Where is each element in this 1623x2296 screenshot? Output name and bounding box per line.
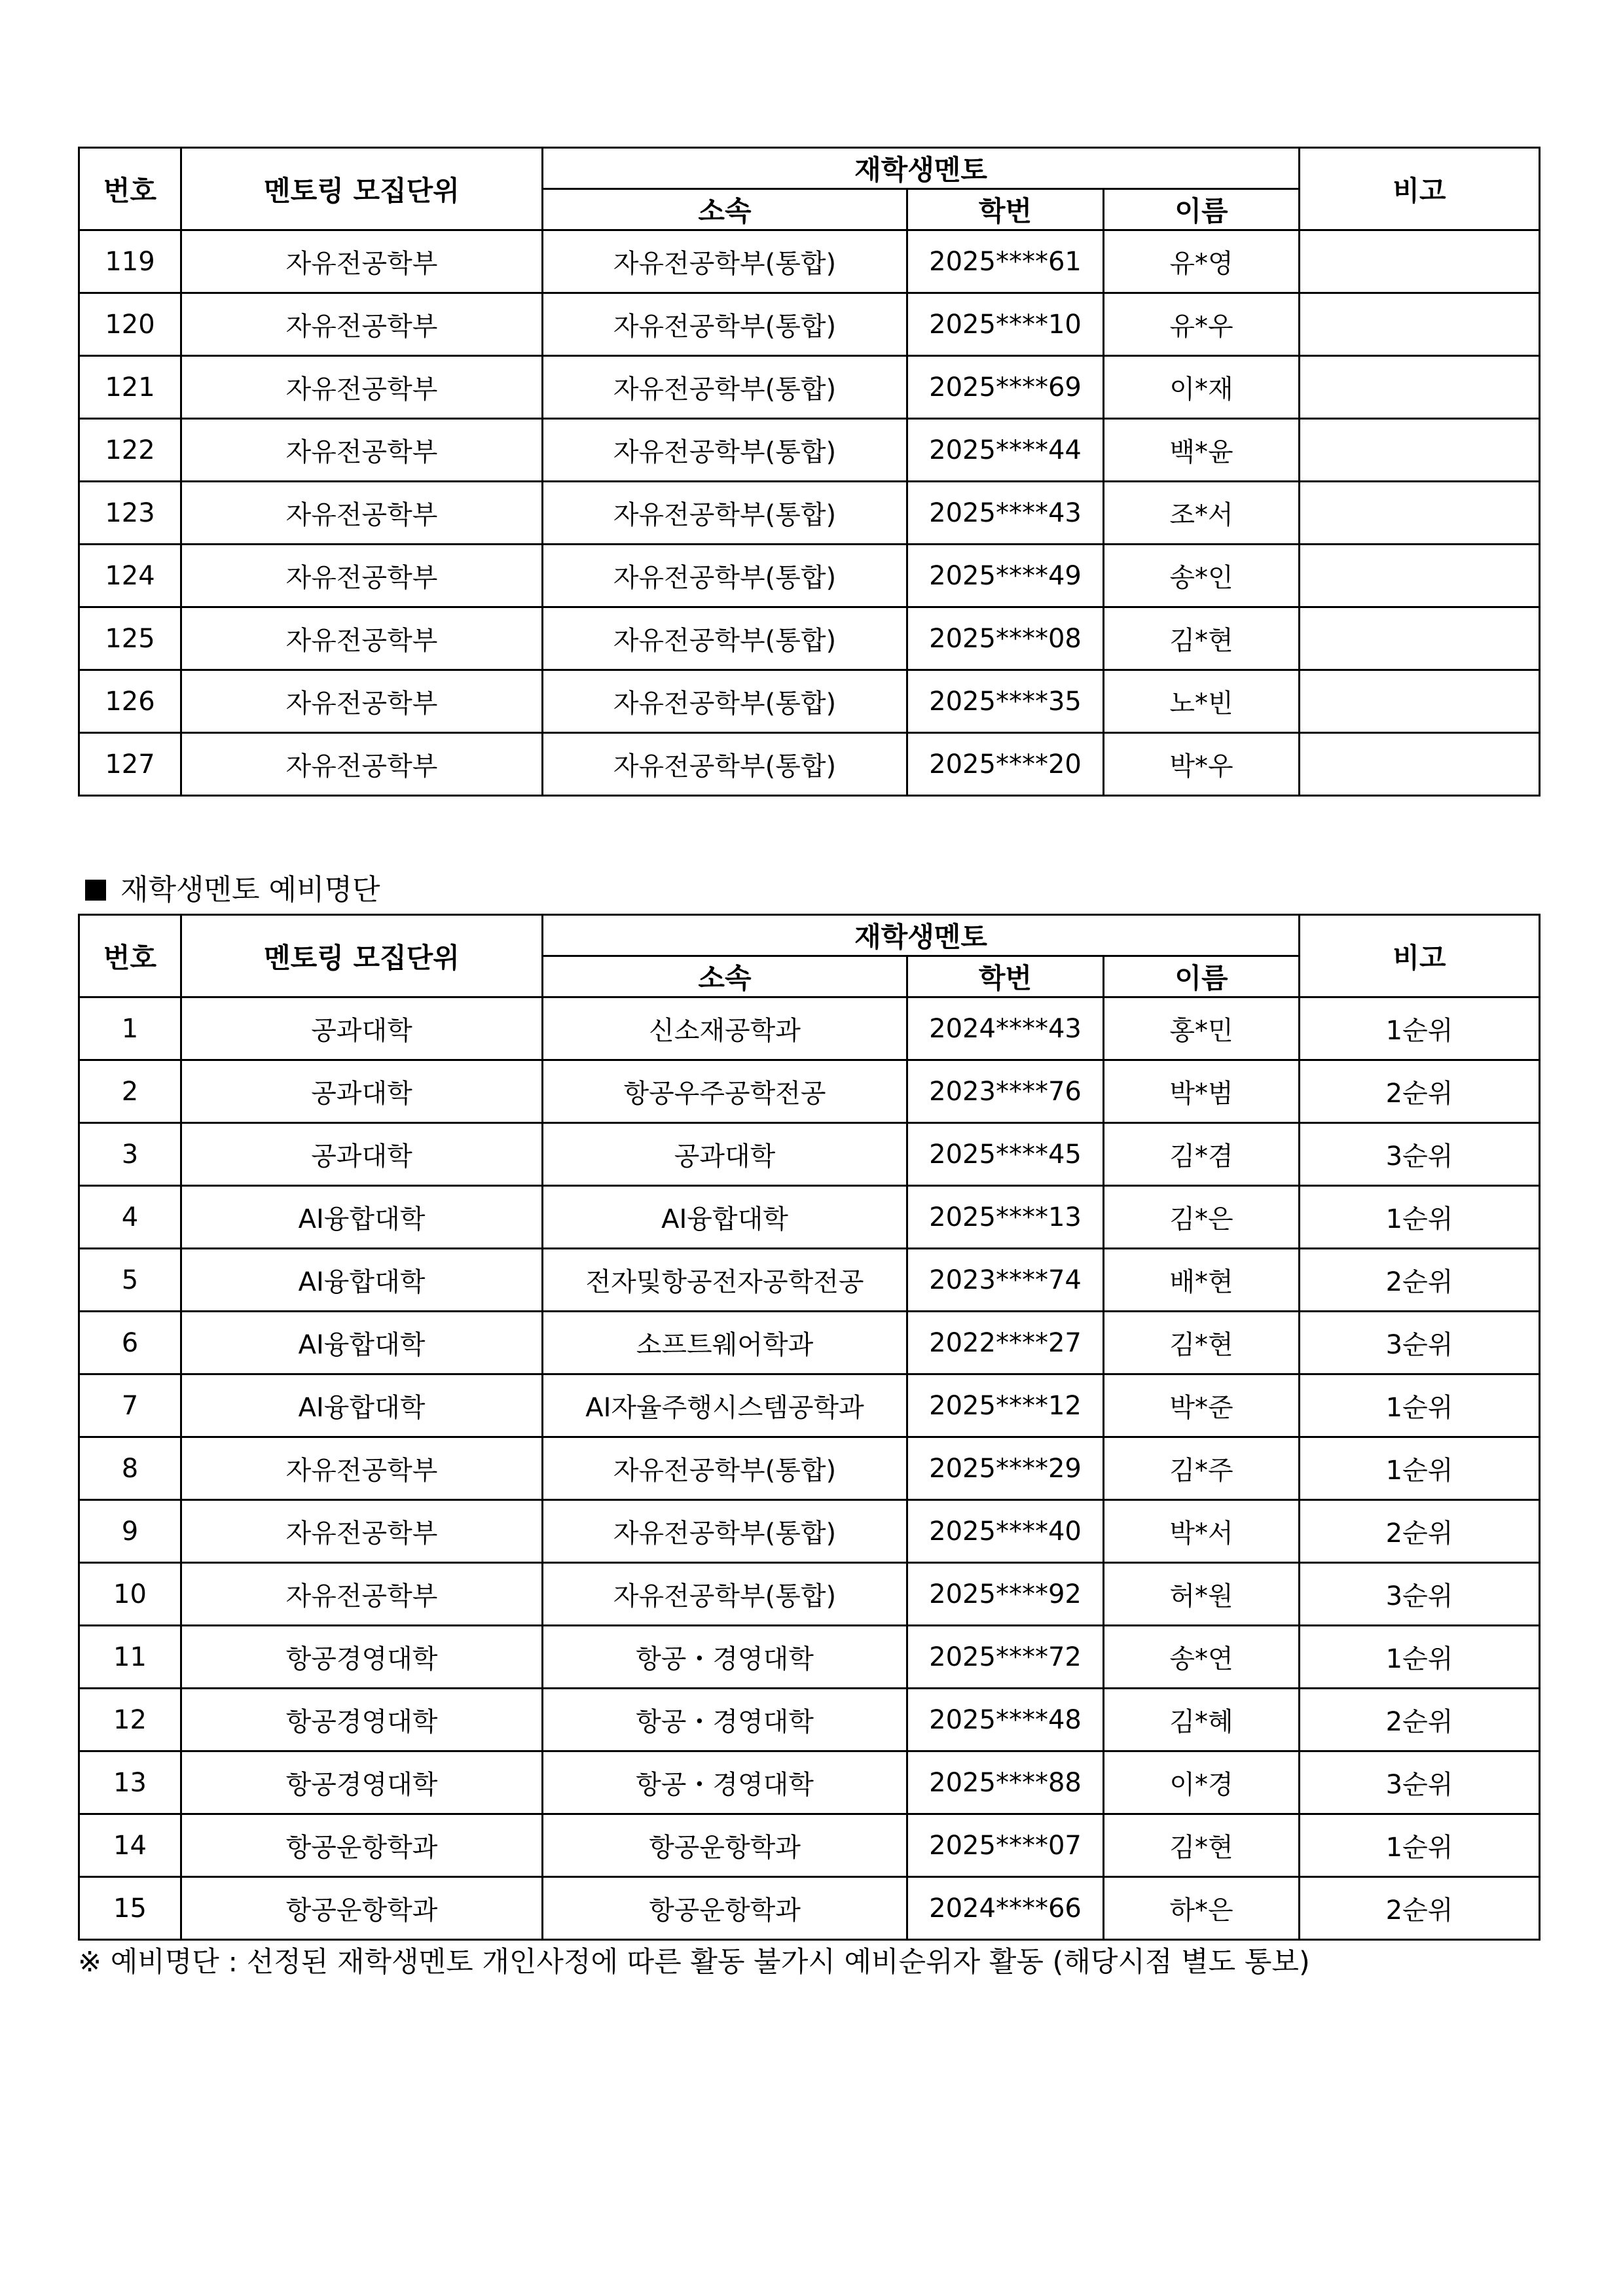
cell-name: 김*현 xyxy=(1104,1814,1300,1877)
header-mentor-group: 재학생멘토 xyxy=(543,148,1300,189)
cell-name: 송*인 xyxy=(1104,545,1300,607)
cell-affiliation: 자유전공학부(통합) xyxy=(543,733,907,796)
cell-number: 124 xyxy=(79,545,181,607)
cell-recruit-unit: AI융합대학 xyxy=(181,1249,543,1312)
cell-name: 김*은 xyxy=(1104,1186,1300,1249)
cell-recruit-unit: 공과대학 xyxy=(181,997,543,1060)
table-row xyxy=(79,482,1540,545)
cell-remarks xyxy=(1300,733,1540,796)
cell-remarks xyxy=(1300,356,1540,419)
header-number: 번호 xyxy=(79,148,181,230)
cell-recruit-unit: 자유전공학부 xyxy=(181,607,543,670)
cell-name: 김*주 xyxy=(1104,1437,1300,1500)
reserve-section-title-text: 재학생멘토 예비명단 xyxy=(120,873,380,906)
cell-name: 김*혜 xyxy=(1104,1689,1300,1751)
cell-remarks: 3순위 xyxy=(1300,1563,1540,1626)
cell-number: 125 xyxy=(79,607,181,670)
table-row xyxy=(79,1751,1540,1814)
cell-name: 허*원 xyxy=(1104,1563,1300,1626)
table-row xyxy=(79,1437,1540,1500)
table-row xyxy=(79,607,1540,670)
cell-recruit-unit: 자유전공학부 xyxy=(181,293,543,356)
header-recruit-unit: 멘토링 모집단위 xyxy=(181,148,543,230)
cell-recruit-unit: 자유전공학부 xyxy=(181,356,543,419)
cell-number: 9 xyxy=(79,1500,181,1563)
cell-name: 조*서 xyxy=(1104,482,1300,545)
cell-recruit-unit: 항공운항학과 xyxy=(181,1877,543,1940)
table-row xyxy=(79,1374,1540,1437)
cell-number: 7 xyxy=(79,1374,181,1437)
cell-recruit-unit: 자유전공학부 xyxy=(181,482,543,545)
cell-remarks: 1순위 xyxy=(1300,1626,1540,1689)
cell-recruit-unit: AI융합대학 xyxy=(181,1374,543,1437)
cell-name: 이*경 xyxy=(1104,1751,1300,1814)
header-student-id: 학번 xyxy=(907,956,1104,997)
cell-affiliation: 자유전공학부(통합) xyxy=(543,482,907,545)
cell-remarks xyxy=(1300,230,1540,293)
cell-student-id: 2025****13 xyxy=(907,1186,1104,1249)
header-affiliation: 소속 xyxy=(543,956,907,997)
cell-affiliation: 자유전공학부(통합) xyxy=(543,607,907,670)
cell-remarks: 1순위 xyxy=(1300,1814,1540,1877)
cell-number: 2 xyxy=(79,1060,181,1123)
cell-affiliation: 자유전공학부(통합) xyxy=(543,419,907,482)
cell-affiliation: 자유전공학부(통합) xyxy=(543,1563,907,1626)
cell-affiliation: 소프트웨어학과 xyxy=(543,1312,907,1374)
cell-affiliation: 자유전공학부(통합) xyxy=(543,1437,907,1500)
cell-affiliation: 자유전공학부(통합) xyxy=(543,356,907,419)
header-remarks: 비고 xyxy=(1300,148,1540,230)
cell-number: 119 xyxy=(79,230,181,293)
footnote: ※ 예비명단 : 선정된 재학생멘토 개인사정에 따른 활동 불가시 예비순위자 활동 (해당시점 별도 통보) xyxy=(78,1946,1310,1979)
cell-student-id: 2022****27 xyxy=(907,1312,1104,1374)
cell-remarks: 3순위 xyxy=(1300,1312,1540,1374)
cell-student-id: 2025****61 xyxy=(907,230,1104,293)
cell-affiliation: 공과대학 xyxy=(543,1123,907,1186)
table-row xyxy=(79,545,1540,607)
cell-student-id: 2025****92 xyxy=(907,1563,1104,1626)
cell-student-id: 2025****88 xyxy=(907,1751,1104,1814)
table-row xyxy=(79,230,1540,293)
cell-student-id: 2025****44 xyxy=(907,419,1104,482)
cell-affiliation: AI자율주행시스템공학과 xyxy=(543,1374,907,1437)
cell-number: 13 xyxy=(79,1751,181,1814)
cell-affiliation: 항공・경영대학 xyxy=(543,1626,907,1689)
table-row xyxy=(79,1563,1540,1626)
table-row xyxy=(79,1060,1540,1123)
cell-student-id: 2025****07 xyxy=(907,1814,1104,1877)
cell-affiliation: 전자및항공전자공학전공 xyxy=(543,1249,907,1312)
table-row xyxy=(79,1626,1540,1689)
cell-remarks xyxy=(1300,419,1540,482)
cell-student-id: 2025****29 xyxy=(907,1437,1104,1500)
cell-student-id: 2025****43 xyxy=(907,482,1104,545)
cell-number: 1 xyxy=(79,997,181,1060)
cell-affiliation: AI융합대학 xyxy=(543,1186,907,1249)
cell-student-id: 2025****45 xyxy=(907,1123,1104,1186)
cell-student-id: 2025****49 xyxy=(907,545,1104,607)
cell-number: 122 xyxy=(79,419,181,482)
cell-remarks: 1순위 xyxy=(1300,1186,1540,1249)
cell-remarks: 1순위 xyxy=(1300,1374,1540,1437)
cell-number: 15 xyxy=(79,1877,181,1940)
cell-recruit-unit: AI융합대학 xyxy=(181,1312,543,1374)
cell-number: 121 xyxy=(79,356,181,419)
cell-recruit-unit: 항공경영대학 xyxy=(181,1751,543,1814)
cell-student-id: 2025****48 xyxy=(907,1689,1104,1751)
cell-recruit-unit: 자유전공학부 xyxy=(181,1563,543,1626)
cell-number: 14 xyxy=(79,1814,181,1877)
cell-number: 127 xyxy=(79,733,181,796)
cell-affiliation: 항공운항학과 xyxy=(543,1877,907,1940)
cell-remarks xyxy=(1300,293,1540,356)
mentor-table xyxy=(78,147,1541,797)
cell-name: 홍*민 xyxy=(1104,997,1300,1060)
cell-recruit-unit: 항공경영대학 xyxy=(181,1689,543,1751)
cell-recruit-unit: 공과대학 xyxy=(181,1123,543,1186)
header-number: 번호 xyxy=(79,915,181,997)
cell-student-id: 2023****76 xyxy=(907,1060,1104,1123)
cell-recruit-unit: 공과대학 xyxy=(181,1060,543,1123)
header-name: 이름 xyxy=(1104,189,1300,230)
cell-remarks: 3순위 xyxy=(1300,1123,1540,1186)
table-row xyxy=(79,1186,1540,1249)
cell-number: 6 xyxy=(79,1312,181,1374)
cell-student-id: 2025****20 xyxy=(907,733,1104,796)
cell-number: 3 xyxy=(79,1123,181,1186)
cell-affiliation: 항공・경영대학 xyxy=(543,1689,907,1751)
cell-recruit-unit: 자유전공학부 xyxy=(181,545,543,607)
cell-number: 10 xyxy=(79,1563,181,1626)
cell-name: 김*현 xyxy=(1104,1312,1300,1374)
cell-number: 5 xyxy=(79,1249,181,1312)
cell-student-id: 2025****40 xyxy=(907,1500,1104,1563)
cell-name: 이*재 xyxy=(1104,356,1300,419)
cell-remarks: 1순위 xyxy=(1300,997,1540,1060)
header-affiliation: 소속 xyxy=(543,189,907,230)
cell-recruit-unit: 자유전공학부 xyxy=(181,1437,543,1500)
cell-remarks xyxy=(1300,545,1540,607)
cell-number: 4 xyxy=(79,1186,181,1249)
cell-affiliation: 항공・경영대학 xyxy=(543,1751,907,1814)
cell-name: 배*현 xyxy=(1104,1249,1300,1312)
cell-remarks: 2순위 xyxy=(1300,1249,1540,1312)
cell-affiliation: 항공운항학과 xyxy=(543,1814,907,1877)
cell-student-id: 2024****43 xyxy=(907,997,1104,1060)
cell-name: 김*현 xyxy=(1104,607,1300,670)
cell-remarks xyxy=(1300,607,1540,670)
cell-student-id: 2025****10 xyxy=(907,293,1104,356)
cell-name: 하*은 xyxy=(1104,1877,1300,1940)
cell-remarks xyxy=(1300,482,1540,545)
table-row xyxy=(79,1814,1540,1877)
reserve-mentor-table xyxy=(78,914,1541,1941)
cell-affiliation: 자유전공학부(통합) xyxy=(543,545,907,607)
header-recruit-unit: 멘토링 모집단위 xyxy=(181,915,543,997)
cell-remarks: 2순위 xyxy=(1300,1500,1540,1563)
table-row xyxy=(79,733,1540,796)
table-row xyxy=(79,293,1540,356)
cell-affiliation: 항공우주공학전공 xyxy=(543,1060,907,1123)
cell-recruit-unit: 자유전공학부 xyxy=(181,419,543,482)
cell-remarks xyxy=(1300,670,1540,733)
cell-student-id: 2025****35 xyxy=(907,670,1104,733)
cell-number: 11 xyxy=(79,1626,181,1689)
header-remarks: 비고 xyxy=(1300,915,1540,997)
header-student-id: 학번 xyxy=(907,189,1104,230)
cell-name: 김*겸 xyxy=(1104,1123,1300,1186)
cell-student-id: 2025****69 xyxy=(907,356,1104,419)
cell-student-id: 2025****12 xyxy=(907,1374,1104,1437)
cell-name: 박*준 xyxy=(1104,1374,1300,1437)
cell-student-id: 2024****66 xyxy=(907,1877,1104,1940)
cell-name: 박*서 xyxy=(1104,1500,1300,1563)
cell-recruit-unit: 자유전공학부 xyxy=(181,670,543,733)
cell-recruit-unit: AI융합대학 xyxy=(181,1186,543,1249)
cell-student-id: 2023****74 xyxy=(907,1249,1104,1312)
cell-name: 백*윤 xyxy=(1104,419,1300,482)
cell-affiliation: 자유전공학부(통합) xyxy=(543,1500,907,1563)
table-row xyxy=(79,1123,1540,1186)
black-square-icon xyxy=(85,880,106,901)
cell-number: 123 xyxy=(79,482,181,545)
table-row xyxy=(79,1877,1540,1940)
cell-name: 박*범 xyxy=(1104,1060,1300,1123)
cell-number: 126 xyxy=(79,670,181,733)
cell-number: 120 xyxy=(79,293,181,356)
table-row xyxy=(79,1500,1540,1563)
cell-remarks: 1순위 xyxy=(1300,1437,1540,1500)
cell-number: 12 xyxy=(79,1689,181,1751)
cell-student-id: 2025****08 xyxy=(907,607,1104,670)
cell-recruit-unit: 자유전공학부 xyxy=(181,1500,543,1563)
table-row xyxy=(79,670,1540,733)
header-name: 이름 xyxy=(1104,956,1300,997)
cell-recruit-unit: 항공경영대학 xyxy=(181,1626,543,1689)
cell-affiliation: 자유전공학부(통합) xyxy=(543,670,907,733)
table-row xyxy=(79,1689,1540,1751)
cell-affiliation: 자유전공학부(통합) xyxy=(543,230,907,293)
table-row xyxy=(79,1312,1540,1374)
cell-name: 노*빈 xyxy=(1104,670,1300,733)
cell-recruit-unit: 항공운항학과 xyxy=(181,1814,543,1877)
cell-name: 유*우 xyxy=(1104,293,1300,356)
cell-remarks: 3순위 xyxy=(1300,1751,1540,1814)
cell-affiliation: 신소재공학과 xyxy=(543,997,907,1060)
cell-remarks: 2순위 xyxy=(1300,1877,1540,1940)
cell-student-id: 2025****72 xyxy=(907,1626,1104,1689)
table-row xyxy=(79,997,1540,1060)
cell-remarks: 2순위 xyxy=(1300,1060,1540,1123)
cell-recruit-unit: 자유전공학부 xyxy=(181,230,543,293)
cell-name: 송*연 xyxy=(1104,1626,1300,1689)
header-mentor-group: 재학생멘토 xyxy=(543,915,1300,956)
cell-number: 8 xyxy=(79,1437,181,1500)
table-row xyxy=(79,1249,1540,1312)
cell-name: 유*영 xyxy=(1104,230,1300,293)
cell-remarks: 2순위 xyxy=(1300,1689,1540,1751)
reserve-section-title xyxy=(85,870,380,910)
table-row xyxy=(79,356,1540,419)
cell-name: 박*우 xyxy=(1104,733,1300,796)
table-row xyxy=(79,419,1540,482)
cell-recruit-unit: 자유전공학부 xyxy=(181,733,543,796)
cell-affiliation: 자유전공학부(통합) xyxy=(543,293,907,356)
